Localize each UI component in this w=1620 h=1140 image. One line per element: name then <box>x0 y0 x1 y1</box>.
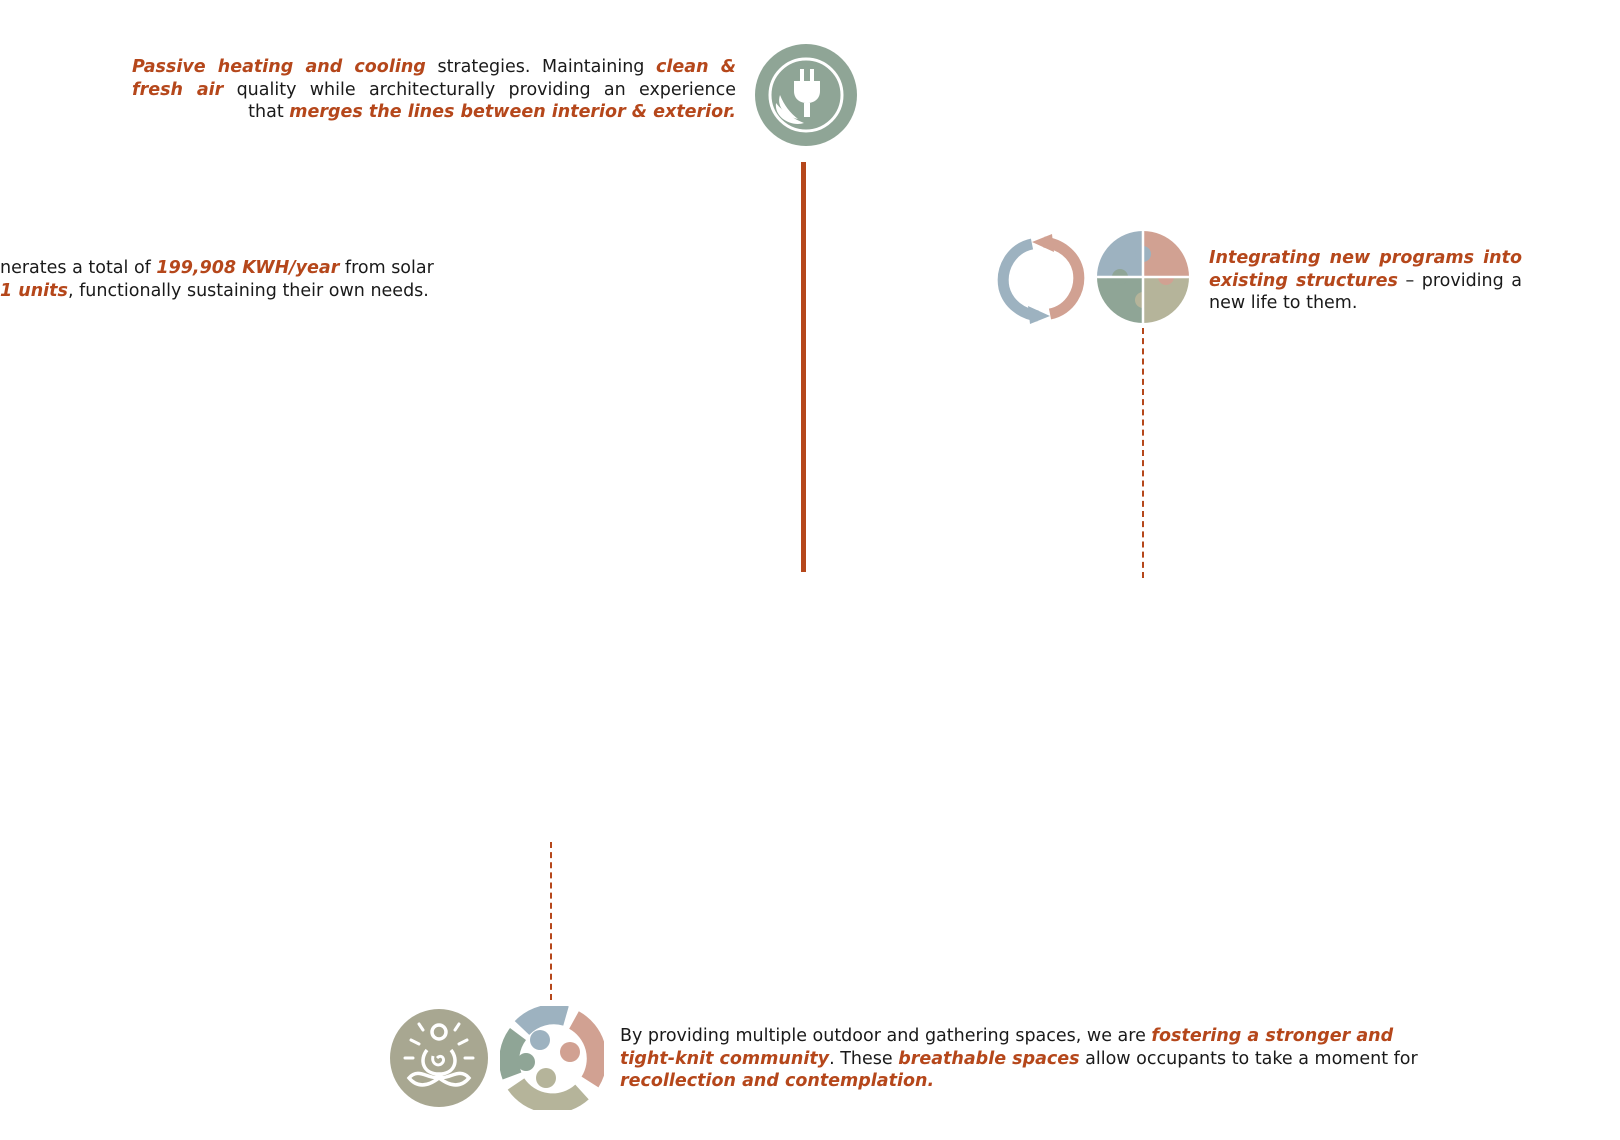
adaptive-dashed-connector <box>1142 328 1144 578</box>
community-line-2: tight-knit community. These breathable spaces allow occupants to take a moment for <box>620 1048 1418 1069</box>
solar-line-1: nerates a total of 199,908 KWH/year from solar <box>0 258 434 278</box>
community-dashed-connector <box>550 842 552 1000</box>
solar-line-2: 1 units, functionally sustaining their own needs. <box>0 280 429 301</box>
passive-line-1: Passive heating and cooling strategies. Maintaining clean & <box>132 57 736 77</box>
adaptive-line-3: new life to them. <box>1209 293 1358 313</box>
meditation-icon <box>389 1008 489 1108</box>
passive-connector-line <box>801 162 806 572</box>
adaptive-line-2: existing structures – providing a <box>1209 270 1522 291</box>
community-text <box>620 1025 1440 1093</box>
adaptive-reuse-text <box>1209 247 1522 315</box>
passive-line-3: that merges the lines between interior & exterior. <box>248 102 736 122</box>
passive-strategy-text <box>132 56 736 124</box>
plug-leaf-icon <box>754 43 858 147</box>
recycle-arrows-icon <box>994 232 1088 326</box>
solar-energy-text <box>0 257 460 302</box>
puzzle-icon <box>1096 230 1190 324</box>
community-line-1: By providing multiple outdoor and gathering spaces, we are fostering a stronger and <box>620 1026 1394 1046</box>
adaptive-line-1: Integrating new programs into <box>1209 248 1522 268</box>
community-people-icon <box>500 1006 604 1110</box>
community-line-3: recollection and contemplation. <box>620 1071 935 1091</box>
passive-line-2: fresh air quality while architecturally providing an experience <box>132 79 736 100</box>
